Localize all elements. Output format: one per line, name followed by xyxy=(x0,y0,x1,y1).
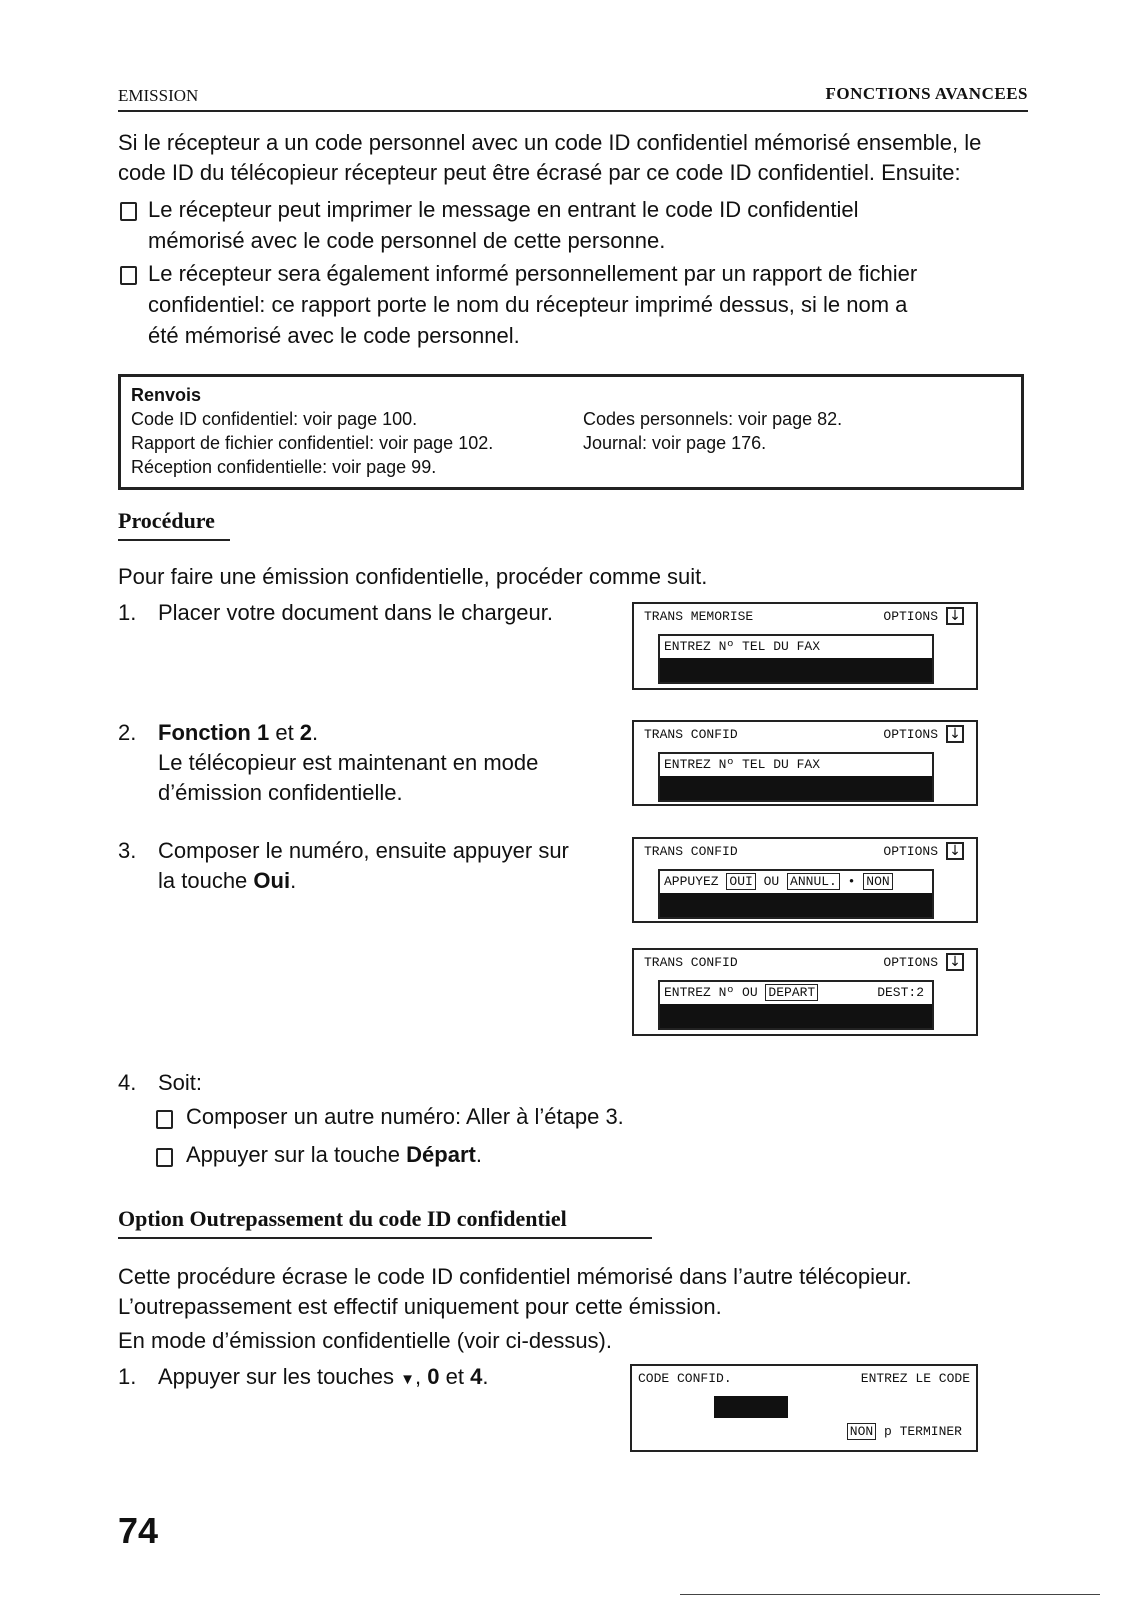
lcd-key-oui: OUI xyxy=(726,873,755,890)
lcd-options: OPTIONS xyxy=(883,609,938,624)
option-paragraph xyxy=(118,1262,1028,1322)
lcd-input-area xyxy=(658,980,934,1030)
lcd-options: OPTIONS xyxy=(883,727,938,742)
lcd-display-5 xyxy=(630,1364,978,1452)
checkbox-bullet-icon xyxy=(120,266,137,285)
step-number: 1. xyxy=(118,600,137,625)
lcd-mode: TRANS MEMORISE xyxy=(644,609,754,624)
lcd-text: • xyxy=(839,874,864,889)
lcd-text: OU xyxy=(755,874,788,889)
step-text-part: . xyxy=(482,1364,489,1389)
lcd-message xyxy=(664,985,818,1000)
lcd-options: OPTIONS xyxy=(883,955,938,970)
key-4: 4 xyxy=(470,1364,483,1389)
intro-paragraph xyxy=(118,128,1028,188)
lcd-input-area xyxy=(658,869,934,919)
step-text-part: . xyxy=(290,868,297,893)
key-fonction-1: Fonction 1 xyxy=(158,720,270,745)
down-arrow-icon: ↓ xyxy=(946,725,964,743)
renvois-title: Renvois xyxy=(131,385,202,405)
checkbox-bullet-icon xyxy=(156,1148,173,1167)
lcd-message xyxy=(664,874,893,889)
down-arrow-icon: ↓ xyxy=(946,607,964,625)
step-number: 4. xyxy=(118,1070,137,1095)
renvois-ref: Code ID confidentiel: voir page 100. xyxy=(131,409,418,429)
heading-underline xyxy=(118,1237,652,1239)
lcd-input-bar xyxy=(660,658,932,682)
down-arrow-icon: ↓ xyxy=(946,953,964,971)
step-3 xyxy=(118,836,608,898)
checkbox-bullet-icon xyxy=(120,202,137,221)
step-2 xyxy=(118,718,608,810)
option-text xyxy=(186,1140,482,1170)
step-line: Le télécopieur est maintenant en mode xyxy=(158,750,539,775)
lcd-mode: CODE CONFID. xyxy=(638,1371,732,1386)
option-text: Composer un autre numéro: Aller à l’étape 3. xyxy=(186,1104,624,1129)
header-section: EMISSION xyxy=(118,86,199,105)
heading-underline xyxy=(118,539,230,541)
step-text-part: Appuyer sur les touches xyxy=(158,1364,401,1389)
lcd-display-2 xyxy=(632,720,978,806)
step-text-part: et xyxy=(269,720,300,745)
option-line: Cette procédure écrase le code ID confidentiel mémorisé dans l’autre télécopieur. xyxy=(118,1264,912,1289)
lcd-display-3 xyxy=(632,837,978,923)
renvois-column-right xyxy=(583,407,842,455)
step-number: 2. xyxy=(118,720,137,745)
header-chapter: FONCTIONS AVANCEES xyxy=(825,84,1028,103)
lcd-text: p TERMINER xyxy=(876,1424,962,1439)
lcd-key-non: NON xyxy=(863,873,892,890)
step-1 xyxy=(118,598,608,628)
bullet-line: confidentiel: ce rapport porte le nom du récepteur imprimé dessus, si le nom a xyxy=(148,292,908,317)
lcd-key-annul: ANNUL. xyxy=(787,873,840,890)
step-text-part: , xyxy=(415,1364,428,1389)
key-0: 0 xyxy=(427,1364,440,1389)
lcd-code-entry-block xyxy=(714,1396,788,1418)
lcd-message: ENTREZ Nº TEL DU FAX xyxy=(664,757,821,772)
key-2: 2 xyxy=(299,720,313,745)
down-arrow-icon: ↓ xyxy=(946,842,964,860)
bullet-line: Le récepteur peut imprimer le message en entrant le code ID confidentiel xyxy=(148,197,859,222)
option-text-part: . xyxy=(475,1142,482,1167)
lcd-prompt: ENTREZ LE CODE xyxy=(860,1371,970,1386)
lcd-message: ENTREZ Nº TEL DU FAX xyxy=(664,639,821,654)
step-text-part: . xyxy=(312,720,319,745)
down-triangle-icon: ▼ xyxy=(400,1371,415,1388)
option-step-1 xyxy=(118,1362,608,1392)
option-text-part: Appuyer sur la touche xyxy=(186,1142,407,1167)
step-text-part: la touche xyxy=(158,868,254,893)
step-line: Composer le numéro, ensuite appuyer sur xyxy=(158,838,569,863)
step-number: 1. xyxy=(118,1364,137,1389)
lcd-input-bar xyxy=(660,1004,932,1028)
step-4 xyxy=(118,1068,718,1172)
lcd-dest-count: DEST:2 xyxy=(877,985,924,1000)
step-text xyxy=(158,1362,488,1395)
intro-line: Si le récepteur a un code personnel avec un code ID confidentiel mémorisé ensemble, le xyxy=(118,130,982,155)
option-heading-text: Option Outrepassement du code ID confidentiel xyxy=(118,1206,567,1231)
lcd-mode: TRANS CONFID xyxy=(644,727,738,742)
step-line xyxy=(158,718,538,748)
step-number: 3. xyxy=(118,838,137,863)
bullet-line: été mémorisé avec le code personnel. xyxy=(148,323,520,348)
lcd-mode: TRANS CONFID xyxy=(644,844,738,859)
step-line xyxy=(158,866,569,896)
step-text: Placer votre document dans le chargeur. xyxy=(158,600,554,625)
key-oui: Oui xyxy=(253,868,291,893)
lcd-input-area xyxy=(658,634,934,684)
procedure-heading xyxy=(118,508,215,534)
renvois-ref: Rapport de fichier confidentiel: voir page 102. xyxy=(131,433,494,453)
lcd-text: ENTREZ Nº OU xyxy=(664,985,766,1000)
lcd-input-bar xyxy=(660,776,932,800)
lcd-mode: TRANS CONFID xyxy=(644,955,738,970)
renvois-ref: Journal: voir page 176. xyxy=(583,433,767,453)
step-line: d’émission confidentielle. xyxy=(158,780,403,805)
bullet-line: mémorisé avec le code personnel de cette personne. xyxy=(148,228,666,253)
page-bottom-rule xyxy=(680,1594,1100,1595)
lcd-key-depart: DEPART xyxy=(765,984,818,1001)
lcd-display-4 xyxy=(632,948,978,1036)
checkbox-bullet-icon xyxy=(156,1110,173,1129)
option-heading xyxy=(118,1206,567,1232)
lcd-input-bar xyxy=(660,893,932,917)
step-text: Soit: xyxy=(158,1070,203,1095)
procedure-intro: Pour faire une émission confidentielle, procéder comme suit. xyxy=(118,564,708,589)
lcd-key-non: NON xyxy=(847,1423,876,1440)
procedure-heading-text: Procédure xyxy=(118,508,215,533)
option-mode-note: En mode d’émission confidentielle (voir ci-dessus). xyxy=(118,1328,612,1353)
lcd-display-1 xyxy=(632,602,978,690)
step-text-part: et xyxy=(439,1364,471,1389)
page-number: 74 xyxy=(118,1510,159,1551)
renvois-ref: Codes personnels: voir page 82. xyxy=(583,409,843,429)
key-depart: Départ xyxy=(406,1142,476,1167)
bullet-line: Le récepteur sera également informé personnellement par un rapport de fichier xyxy=(148,261,918,286)
intro-line: code ID du télécopieur récepteur peut être écrasé par ce code ID confidentiel. Ensuite: xyxy=(118,160,961,185)
lcd-options: OPTIONS xyxy=(883,844,938,859)
page-header xyxy=(118,84,1028,112)
renvois-column-left xyxy=(131,407,493,479)
renvois-ref: Réception confidentielle: voir page 99. xyxy=(131,457,437,477)
lcd-input-area xyxy=(658,752,934,802)
renvois-box xyxy=(118,374,1024,490)
lcd-text: APPUYEZ xyxy=(664,874,727,889)
lcd-footer xyxy=(847,1424,962,1439)
option-line: L’outrepassement est effectif uniquement pour cette émission. xyxy=(118,1294,722,1319)
